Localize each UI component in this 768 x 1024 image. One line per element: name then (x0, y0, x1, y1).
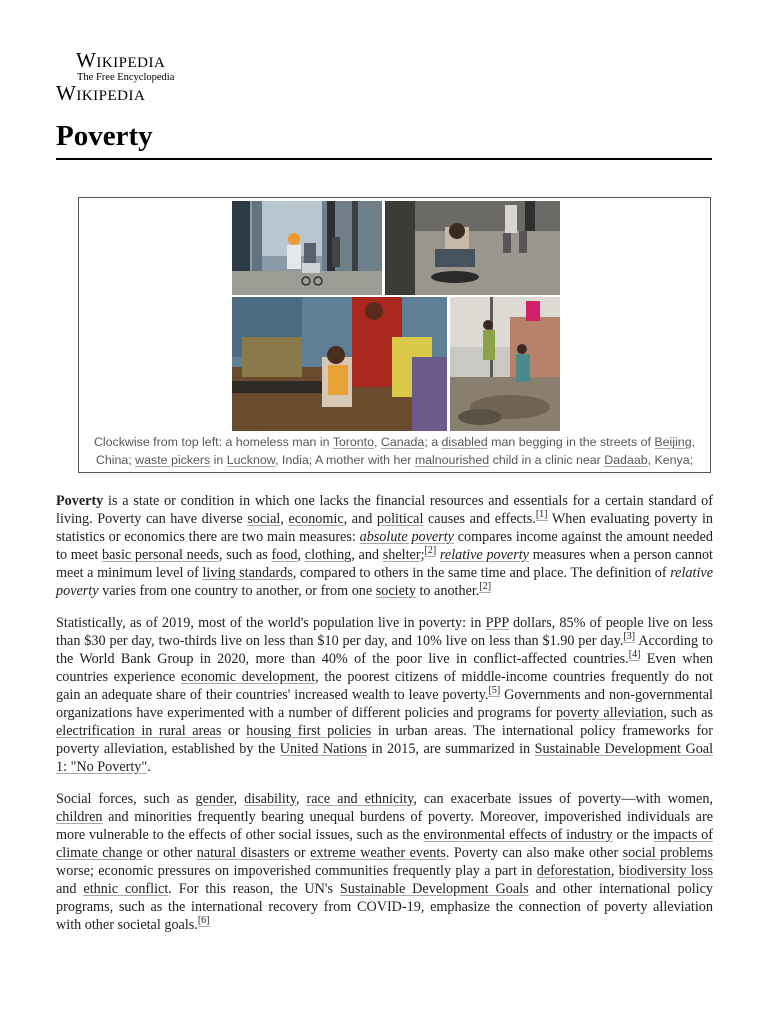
wiki-link[interactable]: housing first policies (246, 723, 372, 739)
wiki-link[interactable]: ethnic conflict (83, 881, 169, 897)
wiki-link[interactable]: clothing (304, 547, 352, 563)
citation-ref[interactable] (536, 509, 548, 521)
text-run: , (280, 511, 289, 527)
text-run: , can exacerbate issues of poverty—with women, (413, 791, 713, 807)
citation-ref[interactable] (629, 649, 641, 661)
text-run: child in a clinic near (489, 453, 605, 467)
wiki-link[interactable]: Sustainable Development Goals (339, 881, 529, 897)
logo-wordmark: Wikipedia (76, 48, 166, 72)
wiki-link[interactable]: Lucknow (226, 453, 275, 467)
citation-ref-label: [3] (623, 631, 636, 643)
text-run: and minorities frequently bearing unequal burdens of poverty. Moreover, impoverished individuals are more vulnerable to the effects of other social issues, such as the (56, 809, 713, 843)
text-run: in (210, 453, 227, 467)
title-divider (56, 158, 712, 160)
text-run: or (289, 845, 311, 861)
wiki-link[interactable]: Canada (380, 435, 425, 449)
infobox-figure (78, 197, 711, 473)
text-run: ; (420, 547, 425, 563)
text-run: , compared to others in the same time and place. The definition of (292, 565, 671, 581)
wiki-link[interactable]: living standards (202, 565, 293, 581)
page-title: Poverty (56, 120, 153, 152)
wiki-link[interactable]: disability (244, 791, 296, 807)
citation-ref[interactable] (198, 915, 210, 927)
wiki-link[interactable]: electrification in rural areas (56, 723, 222, 739)
wiki-link[interactable]: social (247, 511, 281, 527)
text-run: According to the World Bank Group in 2020, more than 40% of the poor live in conflict-affected countries. (56, 633, 713, 667)
text-run: When evaluating poverty in statistics or economics there are two main measures: (56, 511, 713, 545)
wiki-link[interactable]: Toronto (332, 435, 375, 449)
text-run: and other international policy programs, such as the international recovery from COVID-19, emphasize the connection of poverty alleviation with other societal goals. (56, 881, 713, 933)
text-run: . Poverty can also make other (445, 845, 623, 861)
wiki-link[interactable]: PPP (485, 615, 509, 631)
text-run: . For this reason, the UN's (168, 881, 340, 897)
text-run: or (221, 723, 247, 739)
text-run: Social forces, such as (56, 791, 196, 807)
wiki-link[interactable]: basic personal needs (102, 547, 219, 563)
paragraph (56, 492, 713, 600)
text-run: causes and effects. (423, 511, 536, 527)
text-run: varies from one country to another, or from one (98, 583, 376, 599)
wiki-link[interactable]: malnourished (414, 453, 490, 467)
text-run: , and (351, 547, 383, 563)
citation-ref-label: [2] (424, 545, 437, 557)
text-run: or the (612, 827, 654, 843)
wiki-link[interactable]: economic (288, 511, 344, 527)
wiki-link[interactable]: impacts of climate change (56, 827, 713, 861)
text-run: measures when a person cannot meet a minimum level of (56, 547, 713, 581)
text-run: Even when countries experience (56, 651, 713, 685)
text-run: ; a (424, 435, 442, 449)
text-run: , India; A mother with her (275, 453, 415, 467)
paragraph (56, 790, 713, 934)
wiki-link[interactable]: natural disasters (196, 845, 290, 861)
wiki-link[interactable]: social problems (622, 845, 713, 861)
text-run: , the poorest citizens of middle-income countries frequently do not gain an adequate share of their countries' increased wealth to leave poverty. (56, 669, 713, 703)
text-run: , and (343, 511, 377, 527)
wiki-link[interactable]: environmental effects of industry (423, 827, 613, 843)
text-run: relative poverty (56, 565, 713, 599)
wiki-link[interactable]: children (56, 809, 103, 825)
text-run: man begging in the streets of (487, 435, 655, 449)
text-run: , (297, 547, 305, 563)
photo-dadaab[interactable] (232, 297, 447, 431)
wiki-link[interactable]: disabled (441, 435, 488, 449)
wikipedia-logo[interactable] (56, 50, 216, 104)
citation-ref[interactable] (623, 631, 635, 643)
text-run: , Kenya; (647, 453, 694, 467)
wiki-link[interactable]: Dadaab (604, 453, 648, 467)
photo-beijing[interactable] (385, 201, 560, 295)
article-body (56, 492, 713, 948)
text-run: compares income against the amount needed to meet (56, 529, 713, 563)
wiki-link[interactable]: food (271, 547, 298, 563)
text-run: in urban areas. The international policy frameworks for poverty alleviation, established by the (56, 723, 713, 757)
text-run: . (147, 759, 151, 775)
photo-lucknow[interactable] (450, 297, 560, 431)
text-run: , (233, 791, 245, 807)
citation-ref-label: [2] (479, 581, 492, 593)
text-run: in 2015, are summarized in (367, 741, 535, 757)
wiki-link[interactable]: political (376, 511, 424, 527)
citation-ref-label: [1] (535, 509, 548, 521)
citation-ref-label: [5] (488, 685, 501, 697)
paragraph (56, 614, 713, 776)
wiki-link[interactable]: Sustainable Development Goal 1: "No Poverty" (56, 741, 714, 775)
text-run: and (56, 881, 84, 897)
wiki-link[interactable]: race and ethnicity (306, 791, 414, 807)
text-run: or other (142, 845, 197, 861)
wiki-link[interactable]: United Nations (279, 741, 368, 757)
wiki-link[interactable]: society (375, 583, 416, 599)
text-run: , (374, 435, 381, 449)
wiki-link[interactable]: deforestation (536, 863, 611, 879)
text-run: Governments and non-governmental organizations have experimented with a number of different policies and programs for (56, 687, 713, 721)
text-run: , such as (218, 547, 272, 563)
text-run: Clockwise from top left: a homeless man in (93, 435, 333, 449)
text-run: dollars, 85% of people live on less than $30 per day, two-thirds live on less than $10 per day, and 10% live on less than $1.90 per day. (56, 615, 714, 649)
text-run: , such as (663, 705, 713, 721)
wiki-link[interactable]: economic development (180, 669, 316, 685)
citation-ref[interactable] (479, 581, 491, 593)
text-run: Statistically, as of 2019, most of the world's population live in poverty: in (56, 615, 486, 631)
wiki-link[interactable]: relative poverty (439, 547, 529, 563)
photo-toronto[interactable] (232, 201, 382, 295)
text-run: is a state or condition in which one lacks the financial resources and essentials for a certain standard of living. Poverty can have diverse (56, 493, 713, 527)
wiki-link[interactable]: extreme weather events (310, 845, 446, 861)
wiki-link[interactable]: waste pickers (135, 453, 211, 467)
text-run: , China; (95, 435, 696, 467)
logo-wordmark-secondary: Wikipedia (56, 80, 146, 105)
text-run: , (610, 863, 619, 879)
figure-caption (85, 433, 704, 469)
wiki-link[interactable]: Beijing (654, 435, 692, 449)
text-run: , (295, 791, 307, 807)
wiki-link[interactable]: gender (195, 791, 234, 807)
text-run: to another. (415, 583, 480, 599)
citation-ref-label: [6] (197, 915, 210, 927)
wiki-link[interactable]: shelter (382, 547, 421, 563)
logo-tagline: The Free Encyclopedia (77, 72, 175, 83)
text-run: worse; economic pressures on impoverished communities frequently play a part in (56, 863, 537, 879)
citation-ref[interactable] (425, 545, 437, 557)
citation-ref-label: [4] (628, 649, 641, 661)
wiki-link[interactable]: biodiversity loss (618, 863, 714, 879)
wiki-link[interactable]: poverty alleviation (555, 705, 664, 721)
citation-ref[interactable] (488, 685, 500, 697)
bold-term: Poverty (56, 493, 104, 509)
wiki-link[interactable]: absolute poverty (359, 529, 454, 545)
